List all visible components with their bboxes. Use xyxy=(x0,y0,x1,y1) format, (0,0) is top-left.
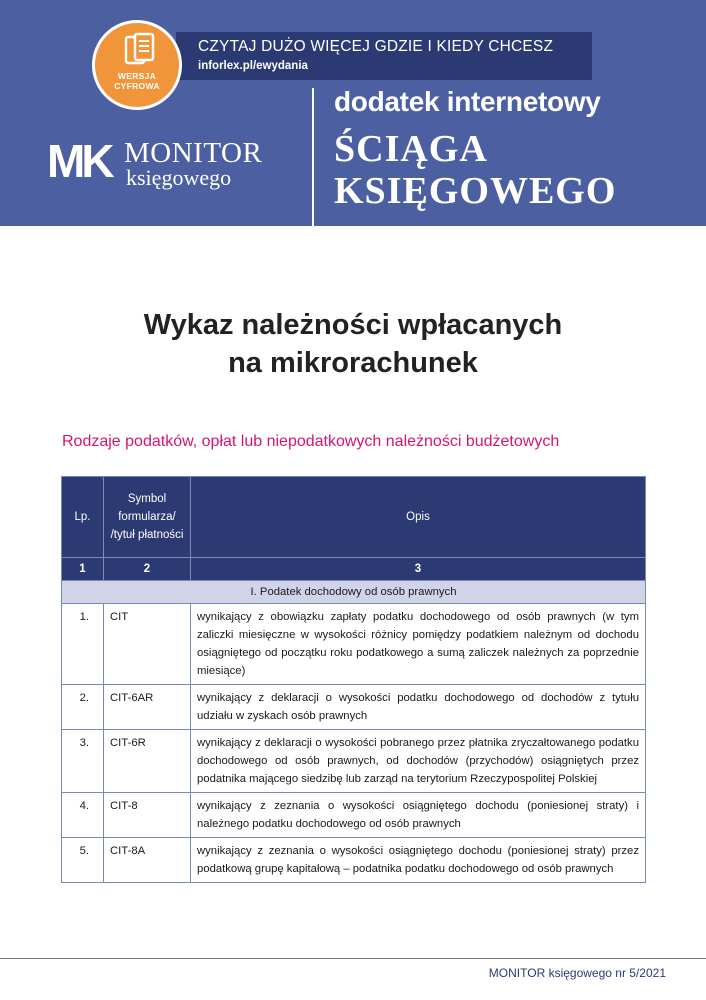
table-row xyxy=(62,604,646,685)
row-lp: 3. xyxy=(62,730,104,793)
row-symbol: CIT-8 xyxy=(104,793,191,838)
row-lp: 2. xyxy=(62,685,104,730)
row-lp: 5. xyxy=(62,838,104,883)
table-row xyxy=(62,838,646,883)
row-desc: wynikający z deklaracji o wysokości pobranego przez płatnika zryczałtowanego podatku dochodowego od osób prawnych, od dochodów (przychodów) osiągniętych przez podatnika mającego siedzibę lub zarząd na terytorium Rzeczypospolitej Polskiej xyxy=(191,730,646,793)
supplement-title xyxy=(334,128,616,212)
tablet-icon xyxy=(121,31,159,69)
page-title-line2: na mikrorachunek xyxy=(228,347,478,379)
row-symbol: CIT-6AR xyxy=(104,685,191,730)
section-row-label: I. Podatek dochodowy od osób prawnych xyxy=(62,581,646,604)
row-symbol: CIT-6R xyxy=(104,730,191,793)
row-desc: wynikający z zeznania o wysokości osiągniętego dochodu (poniesionej straty) i należnego podatku dochodowego od osób prawnych xyxy=(191,793,646,838)
column-number-row xyxy=(62,558,646,581)
promo-link[interactable]: inforlex.pl/ewydania xyxy=(198,60,308,72)
row-symbol: CIT-8A xyxy=(104,838,191,883)
supplement-title-line2: KSIĘGOWEGO xyxy=(334,170,617,212)
column-number: 2 xyxy=(104,558,191,581)
promo-text: CZYTAJ DUŻO WIĘCEJ GDZIE I KIEDY CHCESZ xyxy=(198,38,554,55)
row-lp: 4. xyxy=(62,793,104,838)
page-title xyxy=(0,306,706,382)
logo-mark: MK xyxy=(47,135,111,187)
column-number: 3 xyxy=(191,558,646,581)
logo-name: MONITOR xyxy=(124,137,263,169)
promo-bar[interactable] xyxy=(176,32,592,80)
badge-label-line1: WERSJA xyxy=(117,71,157,81)
header-symbol: Symbol formularza/ /tytuł płatności xyxy=(104,477,191,558)
row-symbol: CIT xyxy=(104,604,191,685)
row-lp: 1. xyxy=(62,604,104,685)
badge-label xyxy=(95,71,179,91)
header-banner xyxy=(0,0,706,226)
section-heading: Rodzaje podatków, opłat lub niepodatkowych należności budżetowych xyxy=(62,433,560,450)
page-title-line1: Wykaz należności wpłacanych xyxy=(143,309,563,341)
header-lp: Lp. xyxy=(62,477,104,558)
row-desc: wynikający z obowiązku zapłaty podatku dochodowego od osób prawnych (w tym zaliczki miesięczne w wysokości różnicy pomiędzy podatkiem należnym od dochodu osiągniętego od początku roku podatkowego a sumą zaliczek należnych za poprzednie miesiące) xyxy=(191,604,646,685)
table-row xyxy=(62,685,646,730)
footer-divider xyxy=(0,958,706,959)
column-number: 1 xyxy=(62,558,104,581)
table-section-row xyxy=(62,581,646,604)
row-desc: wynikający z zeznania o wysokości osiągniętego dochodu (poniesionej straty) przez podatkową grupę kapitałową – podatnika podatku dochodowego od osób prawnych xyxy=(191,838,646,883)
footer-issue: MONITOR księgowego nr 5/2021 xyxy=(488,966,666,980)
header-divider xyxy=(312,88,314,226)
supplement-label: dodatek internetowy xyxy=(334,86,601,117)
table-row xyxy=(62,730,646,793)
table-row xyxy=(62,793,646,838)
payments-table xyxy=(61,476,646,883)
digital-version-badge[interactable] xyxy=(92,20,182,110)
supplement-title-line1: ŚCIĄGA xyxy=(334,128,488,170)
row-desc: wynikający z deklaracji o wysokości podatku dochodowego od dochodów z tytułu udziału w zyskach osób prawnych xyxy=(191,685,646,730)
header-desc: Opis xyxy=(191,477,646,558)
table-header-row xyxy=(62,477,646,558)
logo-subname: księgowego xyxy=(126,165,232,190)
badge-label-line2: CYFROWA xyxy=(114,81,160,91)
